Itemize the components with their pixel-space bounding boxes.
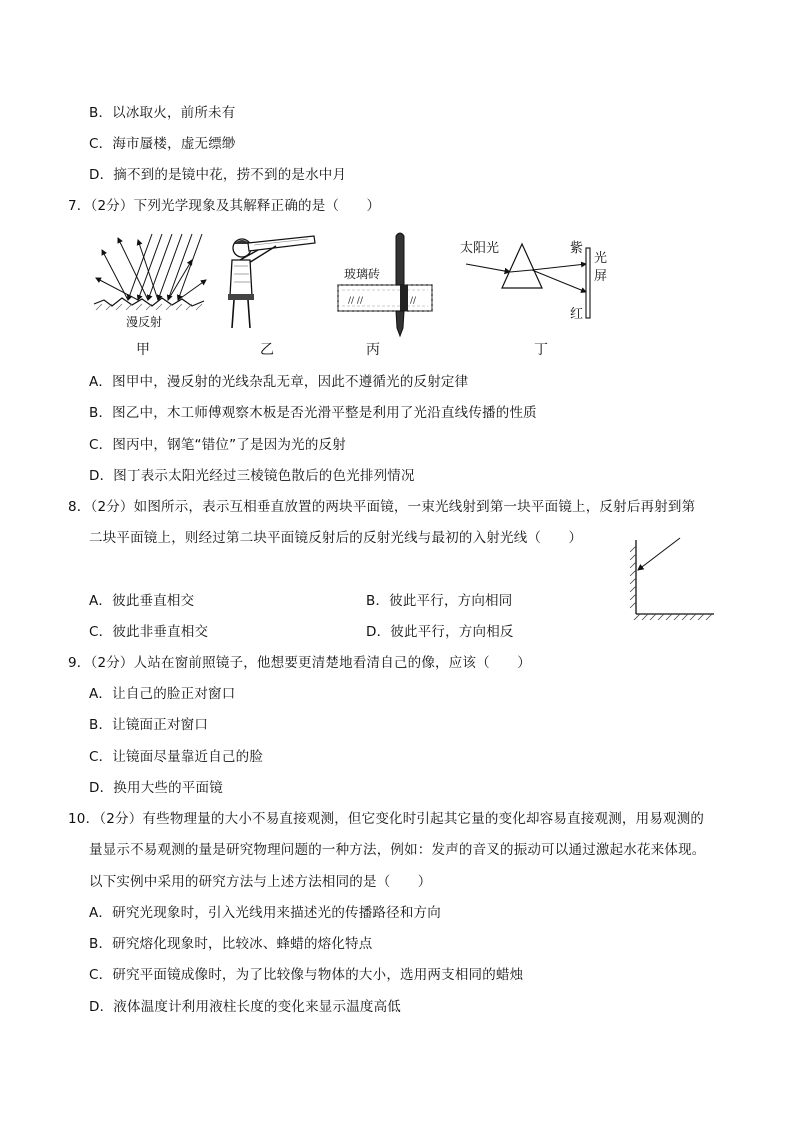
figure-caption-ding: 丁 [534,342,548,358]
q10-option-b: B．研究熔化现象时，比较冰、蜂蜡的熔化特点 [89,936,373,952]
q9-option-c: C．让镜面尽量靠近自己的脸 [89,749,264,765]
q6-option-c: C．海市蜃楼，虚无缥缈 [89,136,236,152]
q8-option-d: D．彼此平行，方向相反 [366,624,514,640]
q9-option-d: D．换用大些的平面镜 [89,780,223,796]
figure-caption-jia: 甲 [136,342,150,358]
figure-jia-diffuse-reflection [88,230,212,330]
figure-bing-glass-block [334,230,440,338]
q8-option-a: A．彼此垂直相交 [89,593,195,609]
figure-ding-red-label: 红 [570,307,584,322]
q7-option-c: C．图丙中，钢笔“错位”了是因为光的反射 [89,437,346,453]
figure-yi-carpenter [218,234,318,330]
q8-option-b: B．彼此平行，方向相同 [366,593,513,609]
q10-option-d: D．液体温度计利用液柱长度的变化来显示温度高低 [89,999,401,1015]
q10-stem-line-1: 10．（2分）有些物理量的大小不易直接观测，但它变化时引起其它量的变化却容易直接观测，用易观测的 [68,811,705,827]
q9-option-b: B．让镜面正对窗口 [89,717,209,733]
q7-option-a: A．图甲中，漫反射的光线杂乱无章，因此不遵循光的反射定律 [89,374,469,390]
q7-option-b: B．图乙中，木工师傅观察木板是否光滑平整是利用了光沿直线传播的性质 [89,405,537,421]
q6-option-b: B．以冰取火，前所未有 [89,105,236,121]
q10-stem-line-2: 量显示不易观测的量是研究物理问题的一种方法，例如：发声的音叉的振动可以通过激起水花来体现。 [89,842,706,858]
q10-option-a: A．研究光现象时，引入光线用来描述光的传播路径和方向 [89,905,441,921]
q9-stem: 9．（2分）人站在窗前照镜子，他想要更清楚地看清自己的像，应该（ ） [68,655,531,671]
svg-text:// //: // // [348,296,363,306]
q10-option-c: C．研究平面镜成像时，为了比较像与物体的大小，选用两支相同的蜡烛 [89,967,524,983]
figure-ding-screen-label-1: 光 [594,251,608,266]
figure-ding-screen-label-2: 屏 [594,269,608,284]
q7-option-d: D．图丁表示太阳光经过三棱镜色散后的色光排列情况 [89,468,415,484]
figure-perpendicular-mirrors [626,534,718,628]
figure-ding-violet-label: 紫 [570,241,584,256]
q8-stem-line-1: 8．（2分）如图所示，表示互相垂直放置的两块平面镜，一束光线射到第一块平面镜上，反射后再射到第 [68,499,696,515]
q7-stem: 7．（2分）下列光学现象及其解释正确的是（ ） [68,198,381,214]
figure-ding-sunlight-label: 太阳光 [460,241,500,256]
q9-option-a: A．让自己的脸正对窗口 [89,686,236,702]
figure-jia-label: 漫反射 [126,315,163,329]
figure-ding-prism [458,230,618,330]
figure-caption-yi: 乙 [260,342,274,358]
figure-bing-label: 玻璃砖 [344,267,381,281]
q8-stem-line-2: 二块平面镜上，则经过第二块平面镜反射后的反射光线与最初的入射光线（ ） [89,530,583,546]
figure-caption-bing: 丙 [366,342,380,358]
q8-option-c: C．彼此非垂直相交 [89,624,209,640]
q10-stem-line-3: 以下实例中采用的研究方法与上述方法相同的是（ ） [89,874,432,890]
svg-text://: // [410,296,417,306]
q6-option-d: D．摘不到的是镜中花，捞不到的是水中月 [89,167,347,183]
